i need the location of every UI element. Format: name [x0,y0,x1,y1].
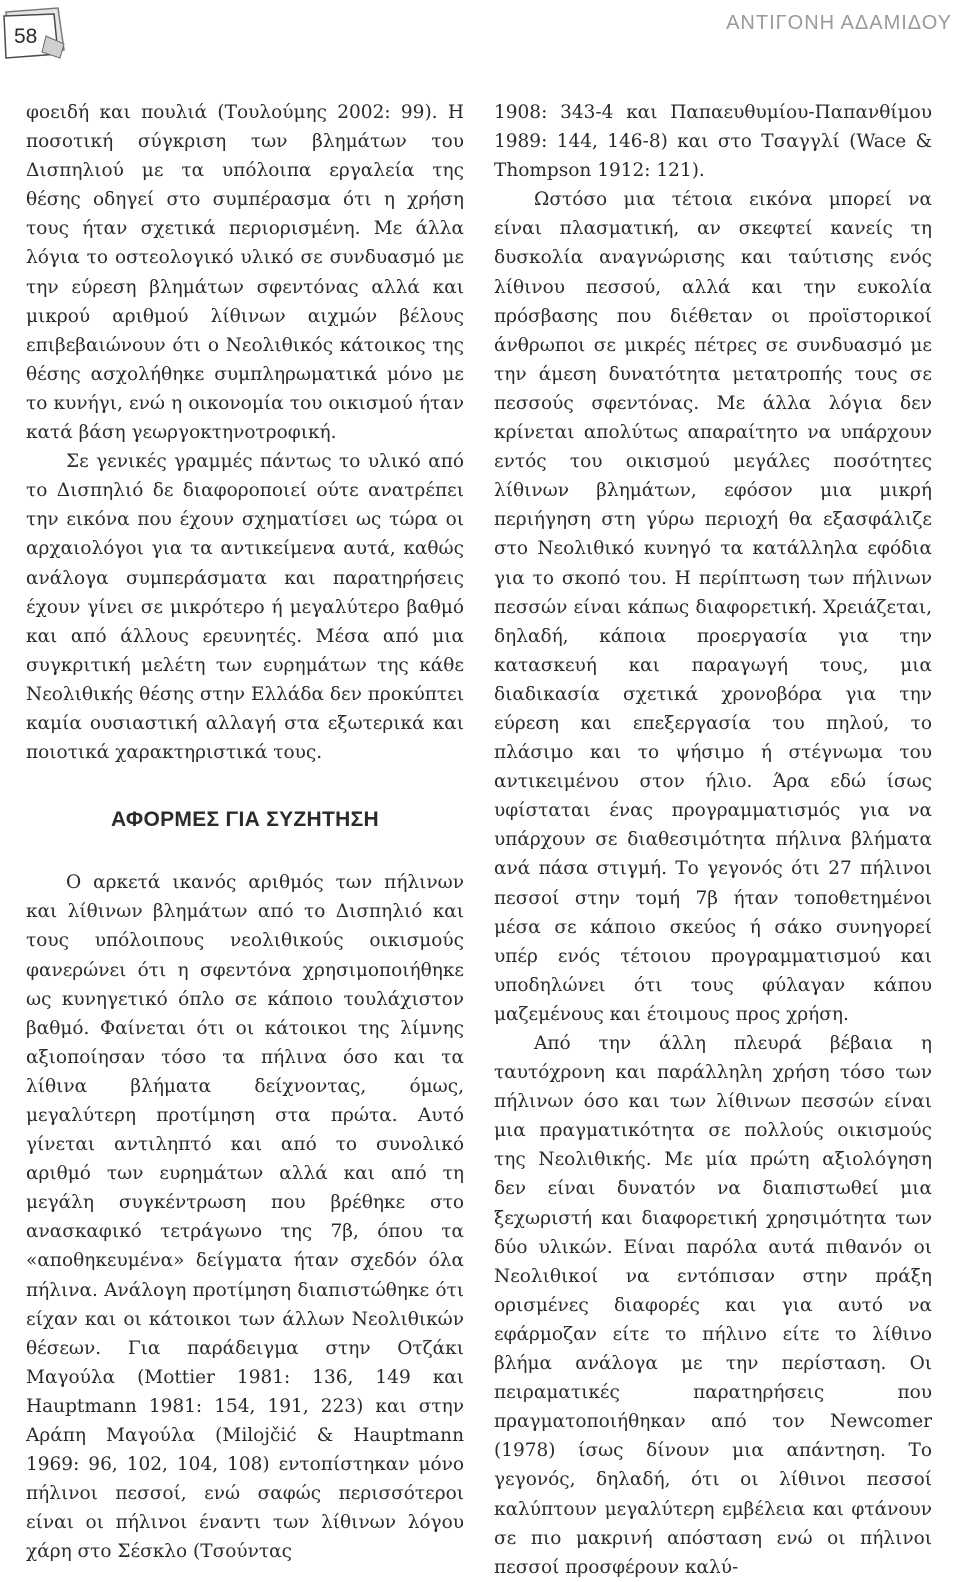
left-paragraph-1: φοειδή και πουλιά (Τουλούμης 2002: 99). Η ποσοτική σύγκριση των βλημάτων του Δισπηλιού με τα υπόλοιπα εργαλεία της θέσης οδηγεί στο συμπέρασμα ότι η χρήση τους ήταν σχετικά περιορισμένη. Με άλλα λόγια το οστεολογικό υλικό σε συνδυασμό με την εύρεση βλημάτων σφεντόνας αλλά και μικρού αριθμού λίθινων αιχμών βέλους επιβεβαιώνουν ότι ο Νεολιθικός κάτοικος της θέσης ασχολήθηκε συμπληρωματικά μόνο με το κυνήγι, ενώ η οικονομία του οικισμού ήταν κατά βάση γεωργοκτηνοτροφική. [26,102,464,444]
left-column [26,98,464,1567]
page-number-badge [2,6,66,60]
page-number: 58 [14,25,38,48]
section-heading: ΑΦΟΡΜΕΣ ΓΙΑ ΣΥΖΗΤΗΣΗ [111,808,379,832]
right-paragraph-3: Από την άλλη πλευρά βέβαια η ταυτόχρονη και παράλληλη χρήση τόσο των πήλινων όσο και των λίθινων πεσσών είναι μια πραγματικότητα σε πολλούς οικισμούς της Νεολιθικής. Με μία πρώτη αξιολόγηση δεν είναι δυνατόν να διαπιστωθεί μια ξεχωριστή και διαφορετική χρησιμότητα των δύο υλικών. Είναι παρόλα αυτά πιθανόν οι Νεολιθικοί να εντόπισαν στην πράξη ορισμένες διαφορές και για αυτό να εφάρμοζαν είτε το πήλινο είτε το λίθινο βλήμα ανάλογα με την περίσταση. Οι πειραματικές παρατηρήσεις που πραγματοποιήθηκαν από τον Newcomer (1978) ίσως δίνουν μια απάντηση. Το γεγονός, δηλαδή, ότι οι λίθινοι πεσσοί καλύπτουν μεγαλύτερη εμβέλεια και φτάνουν σε πιο μακρινή απόσταση ενώ οι πήλινοι πεσσοί προσφέρουν καλύ- [494,1033,932,1578]
right-column [494,98,932,1582]
running-head-author: ΑΝΤΙΓΟΝΗ ΑΔΑΜΙΔΟΥ [726,12,952,34]
left-paragraph-2: Σε γενικές γραμμές πάντως το υλικό από το Δισπηλιό δε διαφοροποιεί ούτε ανατρέπει την εικόνα που έχουν σχηματίσει ως τώρα οι αρχαιολόγοι για τα αντικείμενα αυτά, καθώς ανάλογα συμπεράσματα και παρατηρήσεις έχουν γίνει σε μικρότερο ή μεγαλύτερο βαθμό και από άλλους ερευνητές. Μέσα από μια συγκριτική μελέτη των ευρημάτων της κάθε Νεολιθικής θέσης στην Ελλάδα δεν προκύπτει καμία ουσιαστική αλλαγή στα εξωτερικά και ποιοτικά χαρακτηριστικά τους. [26,451,464,764]
left-paragraph-3: Ο αρκετά ικανός αριθμός των πήλινων και λίθινων βλημάτων από το Δισπηλιό και τους υπόλοιπους νεολιθικούς οικισμούς φανερώνει ότι η σφεντόνα χρησιμοποιήθηκε ως κυνηγετικό όπλο σε κάποιο τουλάχιστον βαθμό. Φαίνεται ότι οι κάτοικοι της λίμνης αξιοποίησαν τόσο τα πήλινα όσο και τα λίθινα βλήματα δείχνοντας, όμως, μεγαλύτερη προτίμηση στα πρώτα. Αυτό γίνεται αντιληπτό και από το συνολικό αριθμό των ευρημάτων αλλά και από τη μεγάλη συγκέντρωση που βρέθηκε στο ανασκαφικό τετράγωνο της 7β, όπου τα «αποθηκευμένα» δείγματα ήταν σχεδόν όλα πήλινα. Ανάλογη προτίμηση διαπιστώθηκε ότι είχαν και οι κάτοικοι των άλλων Νεολιθικών θέσεων. Για παράδειγμα στην Οτζάκι Μαγούλα (Mottier 1981: 136, 149 και Hauptmann 1981: 154, 191, 223) και στην Αράπη Μαγούλα (Milojčić & Hauptmann 1969: 96, 102, 104, 108) εντοπίστηκαν μόνο πήλινοι πεσσοί, ενώ σαφώς περισσότεροι είναι οι πήλινοι έναντι των λίθινων λόγου χάρη στο Σέσκλο (Τσούντας [26,872,464,1563]
right-paragraph-2: Ωστόσο μια τέτοια εικόνα μπορεί να είναι πλασματική, αν σκεφτεί κανείς τη δυσκολία αναγνώρισης και ταύτισης ενός λίθινου πεσσού, αλλά και την ευκολία πρόσβασης που διέθεταν οι προϊστορικοί άνθρωποι σε μικρές πέτρες σε συνδυασμό με την άμεση δυνατότητα μετατροπής τους σε πεσσούς σφεντόνας. Με άλλα λόγια δεν κρίνεται απολύτως απαραίτητο να υπάρχουν εντός του οικισμού μεγάλες ποσότητες λίθινων βλημάτων, εφόσον μια μικρή περιήγηση στη γύρω περιοχή θα εξασφάλιζε στο Νεολιθικό κυνηγό τα κατάλληλα εφόδια για το σκοπό του. Η περίπτωση των πήλινων πεσσών είναι κάπως διαφορετική. Χρειάζεται, δηλαδή, κάποια προεργασία για την κατασκευή και παραγωγή τους, μια διαδικασία σχετικά χρονοβόρα για την εύρεση και επεξεργασία του πηλού, το πλάσιμο και το ψήσιμο ή στέγνωμα του αντικειμένου στον ήλιο. Άρα εδώ ίσως υφίσταται ένας προγραμματισμός για να υπάρχουν σε διαθεσιμότητα πήλινα βλήματα ανά πάσα στιγμή. Το γεγονός ότι 27 πήλινοι πεσσοί στην τομή 7β ήταν τοποθετημένοι μέσα σε κάποιο σκεύος ή σάκο συνηγορεί υπέρ ενός τέτοιου προγραμματισμού και υποδηλώνει ότι τους φύλαγαν κάπου μαζεμένους και έτοιμους προς χρήση. [494,189,932,1025]
right-paragraph-1: 1908: 343-4 και Παπαευθυμίου-Παπανθίμου 1989: 144, 146-8) και στο Τσαγγλί (Wace & Thompson 1912: 121). [494,102,932,182]
